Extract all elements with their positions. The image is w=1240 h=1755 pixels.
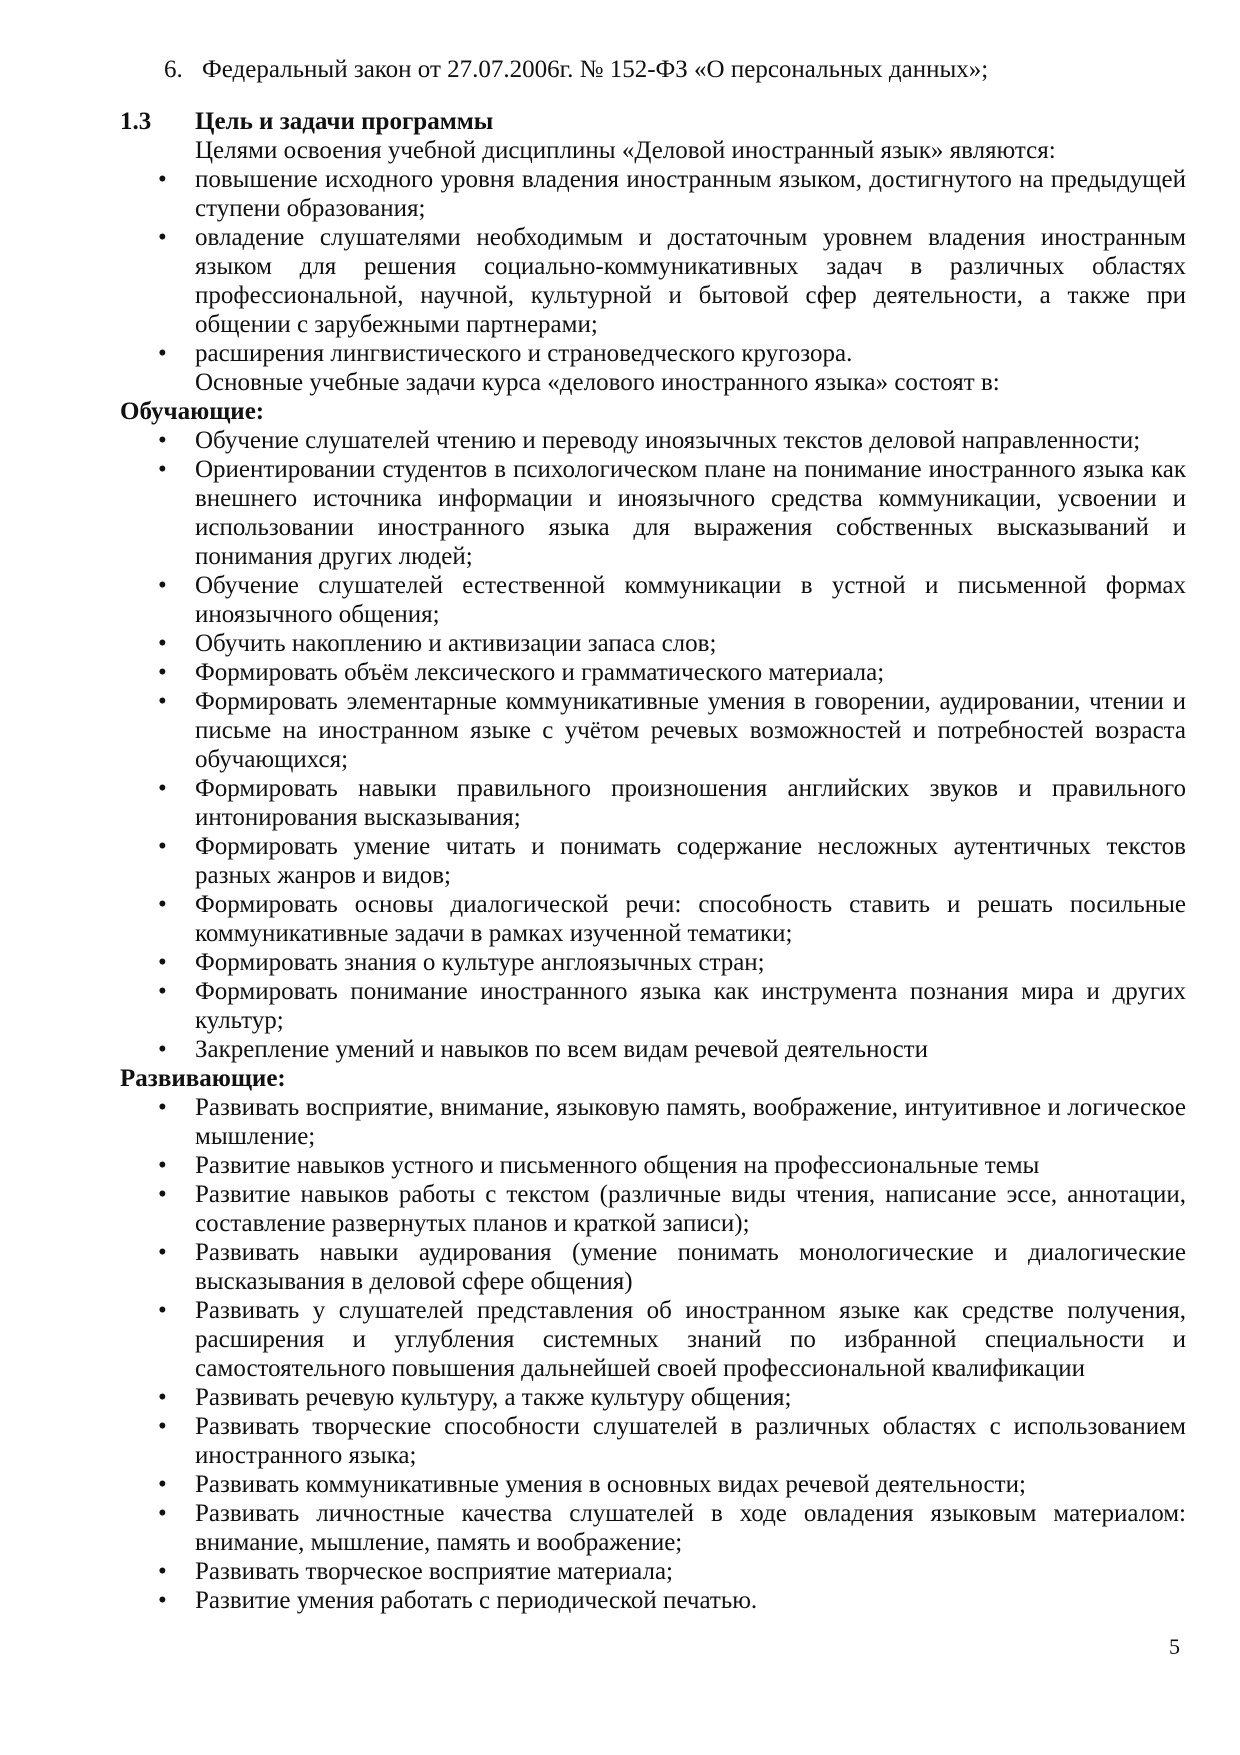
bullet-icon: • <box>158 978 167 1005</box>
bullet-icon: • <box>158 1413 167 1440</box>
law-list-item <box>164 55 1186 84</box>
list-item: • Развитие навыков работы с текстом (различные виды чтения, написание эссе, аннотации, составление развернутых планов и краткой записи); <box>158 1181 1186 1237</box>
list-item: • Формировать навыки правильного произношения английских звуков и правильного интонирования высказывания; <box>158 775 1186 831</box>
list-item: • Ориентировании студентов в психологическом плане на понимание иностранного языка как внешнего источника информации и иноязычного средства коммуникации, усвоении и использовании иностранного языка для выражения собственных высказываний и понимания других людей; <box>158 456 1186 570</box>
list-item: • Формировать понимание иностранного языка как инструмента познания мира и других культур; <box>158 978 1186 1034</box>
bullet-icon: • <box>158 1558 167 1585</box>
bullet-icon: • <box>158 1500 167 1527</box>
bullet-icon: • <box>158 456 167 483</box>
bullet-icon: • <box>158 659 167 686</box>
bullet-icon: • <box>158 949 167 976</box>
bullet-icon: • <box>158 1094 167 1121</box>
bullet-icon: • <box>158 891 167 918</box>
list-item: • Развитие навыков устного и письменного общения на профессиональные темы <box>158 1152 1040 1179</box>
list-item: • Развивать навыки аудирования (умение понимать монологические и диалогические высказывания в деловой сфере общения) <box>158 1239 1186 1295</box>
bullet-icon: • <box>158 1297 167 1324</box>
list-item: • Развивать у слушателей представления об иностранном языке как средстве получения, расширения и углубления системных знаний по избранной специальности и самостоятельного повышения дальнейшей своей профессиональной квалификации <box>158 1297 1186 1382</box>
teaching-list <box>120 426 1186 1064</box>
section-number: 1.3 <box>120 108 152 135</box>
list-item: • Развивать восприятие, внимание, языковую память, воображение, интуитивное и логическое мышление; <box>158 1094 1186 1150</box>
page-number: 5 <box>1169 1634 1180 1659</box>
bullet-icon: • <box>158 1036 167 1063</box>
teaching-heading: Обучающие: <box>120 398 265 425</box>
list-item: • Обучение слушателей чтению и переводу иноязычных текстов деловой направленности; <box>158 427 1141 454</box>
list-item: • Развивать личностные качества слушателей в ходе овладения языковым материалом: внимание, мышление, память и воображение; <box>158 1500 1186 1556</box>
developing-list <box>120 1093 1186 1615</box>
bullet-icon: • <box>158 1181 167 1208</box>
bullet-icon: • <box>158 340 167 367</box>
bullet-icon: • <box>158 572 167 599</box>
bullet-icon: • <box>158 224 167 251</box>
list-item: • овладение слушателями необходимым и достаточным уровнем владения иностранным языком для решения социально-коммуникативных задач в различных областях профессиональной, научной, культурной и бытовой сфер деятельности, а также при общении с зарубежными партнерами; <box>158 224 1186 338</box>
bullet-icon: • <box>158 427 167 454</box>
list-item: • Формировать элементарные коммуникативные умения в говорении, аудировании, чтении и письме на иностранном языке с учётом речевых возможностей и потребностей возраста обучающихся; <box>158 688 1186 773</box>
bullet-icon: • <box>158 1152 167 1179</box>
list-item: • Развивать коммуникативные умения в основных видах речевой деятельности; <box>158 1471 1026 1498</box>
bullet-icon: • <box>158 630 167 657</box>
list-item: • Обучить накоплению и активизации запаса слов; <box>158 630 717 657</box>
section-heading <box>120 107 1186 136</box>
list-item: • Развивать творческое восприятие материала; <box>158 1558 674 1585</box>
list-item: • Формировать знания о культуре англоязычных стран; <box>158 949 765 976</box>
goals-list <box>120 165 1186 368</box>
tasks-intro: Основные учебные задачи курса «делового иностранного языка» состоят в: <box>195 369 1000 396</box>
section-title: Цель и задачи программы <box>195 108 494 135</box>
list-item: • расширения лингвистического и страноведческого кругозора. <box>158 340 853 367</box>
list-item: • Развивать творческие способности слушателей в различных областях с использованием иностранного языка; <box>158 1413 1186 1469</box>
bullet-icon: • <box>158 1384 167 1411</box>
bullet-icon: • <box>158 775 167 802</box>
list-item: • Закрепление умений и навыков по всем видам речевой деятельности <box>158 1036 928 1063</box>
bullet-icon: • <box>158 688 167 715</box>
list-item: • Развивать речевую культуру, а также культуру общения; <box>158 1384 792 1411</box>
developing-heading: Развивающие: <box>120 1065 286 1092</box>
list-item: • Формировать основы диалогической речи: способность ставить и решать посильные коммуникативные задачи в рамках изученной тематики; <box>158 891 1186 947</box>
list-item-number: 6. <box>164 56 183 83</box>
list-item: • Обучение слушателей естественной коммуникации в устной и письменной формах иноязычного общения; <box>158 572 1186 628</box>
document-page <box>120 55 1186 1615</box>
list-item: • Формировать умение читать и понимать содержание несложных аутентичных текстов разных жанров и видов; <box>158 833 1186 889</box>
list-item: • Формировать объём лексического и грамматического материала; <box>158 659 885 686</box>
bullet-icon: • <box>158 1471 167 1498</box>
list-item: • Развитие умения работать с периодической печатью. <box>158 1587 758 1614</box>
goals-intro: Целями освоения учебной дисциплины «Деловой иностранный язык» являются: <box>195 137 1056 164</box>
list-item: • повышение исходного уровня владения иностранным языком, достигнутого на предыдущей ступени образования; <box>158 166 1186 222</box>
bullet-icon: • <box>158 1239 167 1266</box>
bullet-icon: • <box>158 1587 167 1614</box>
bullet-icon: • <box>158 833 167 860</box>
bullet-icon: • <box>158 166 167 193</box>
list-item-text: Федеральный закон от 27.07.2006г. № 152-ФЗ «О персональных данных»; <box>202 56 989 83</box>
